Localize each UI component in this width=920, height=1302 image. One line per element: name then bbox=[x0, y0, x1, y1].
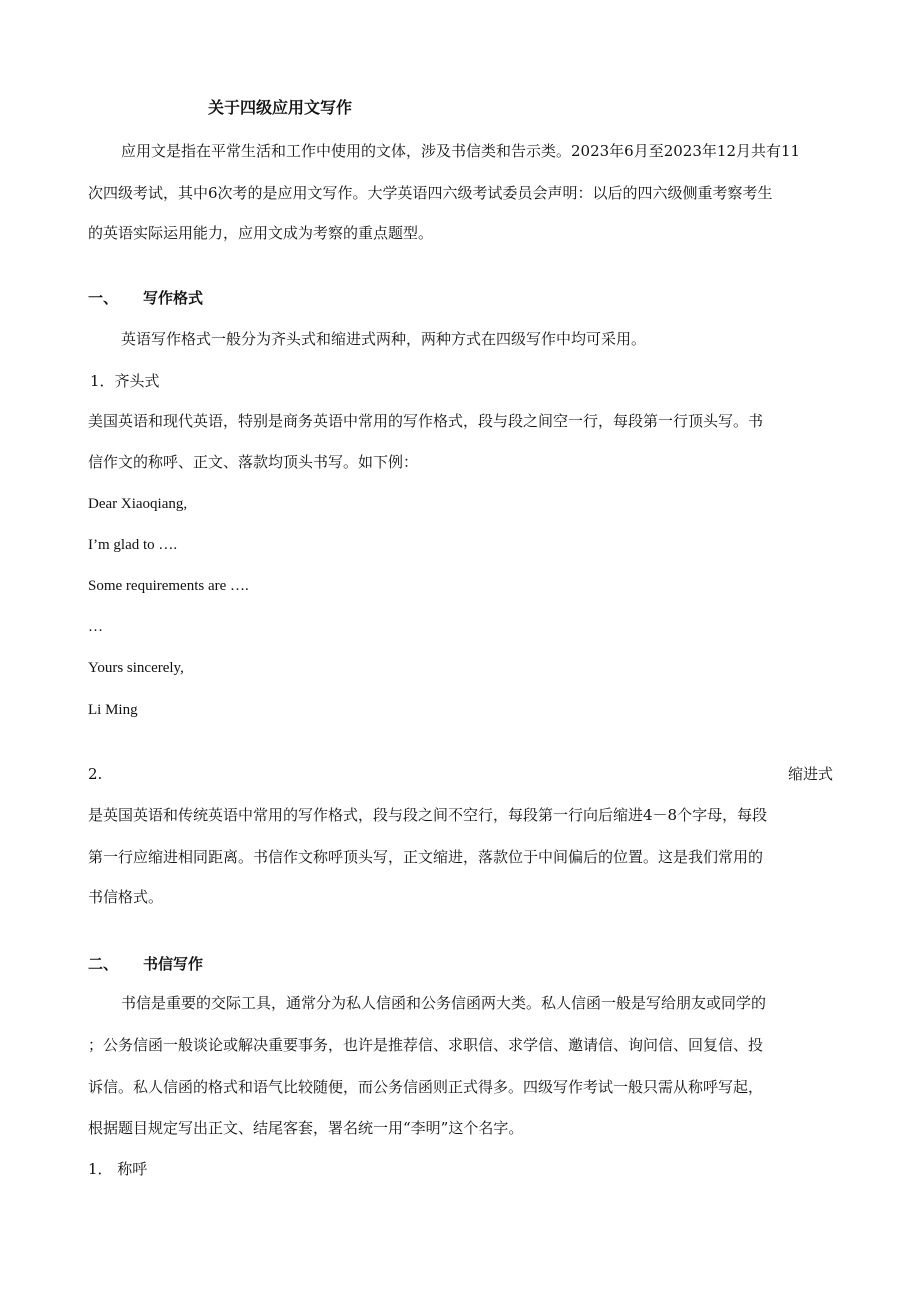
section-1-title: 写作格式 bbox=[143, 289, 204, 307]
section-2-number: 二、 bbox=[88, 955, 119, 973]
subsection-1-line-2: 信作文的称呼、正文、落款均顶头书写。如下例： bbox=[88, 453, 419, 471]
example-ellipsis: … bbox=[88, 619, 103, 635]
intro-text-1: 应用文是指在平常生活和工作中使用的文体，涉及书信类和告示类。2023年6月至2023年12月共有11 bbox=[121, 142, 801, 160]
example-body-2: Some requirements are …. bbox=[88, 578, 249, 594]
subsection-1-line-1: 美国英语和现代英语，特别是商务英语中常用的写作格式，段与段之间空一行，每段第一行顶头写。书 bbox=[88, 412, 764, 430]
section-2-title: 书信写作 bbox=[143, 955, 204, 973]
subsection-2-header bbox=[88, 763, 833, 785]
example-salutation: Dear Xiaoqiang, bbox=[88, 496, 188, 512]
section-1-number: 一、 bbox=[88, 289, 119, 307]
section-2-line-4: 根据题目规定写出正文、结尾客套，署名统一用“李明”这个名字。 bbox=[88, 1119, 524, 1137]
example-signature: Li Ming bbox=[88, 702, 138, 718]
intro-line-1 bbox=[88, 140, 833, 162]
intro-line-3: 的英语实际运用能力，应用文成为考察的重点题型。 bbox=[88, 224, 434, 242]
subsection-2-title: 缩进式 bbox=[787, 765, 833, 783]
section-2-subsection-1: 1． 称呼 bbox=[88, 1160, 148, 1178]
section-2-line-2: ；公务信函一般谈论或解决重要事务，也许是推荐信、求职信、求学信、邀请信、询问信、回复信、投 bbox=[88, 1036, 764, 1054]
section-1-intro: 英语写作格式一般分为齐头式和缩进式两种，两种方式在四级写作中均可采用。 bbox=[121, 330, 647, 348]
section-2-line-1: 书信是重要的交际工具，通常分为私人信函和公务信函两大类。私人信函一般是写给朋友或同学的 bbox=[121, 994, 767, 1012]
page-title: 关于四级应用文写作 bbox=[208, 98, 353, 117]
subsection-2-line-1: 是英国英语和传统英语中常用的写作格式，段与段之间不空行，每段第一行向后缩进4－8个字母，每段 bbox=[88, 806, 768, 824]
section-2-line-3: 诉信。私人信函的格式和语气比较随便，而公务信函则正式得多。四级写作考试一般只需从称呼写起， bbox=[88, 1078, 764, 1096]
subsection-1-title: 1．齐头式 bbox=[90, 372, 160, 390]
section-2-heading bbox=[88, 953, 833, 975]
example-closing: Yours sincerely, bbox=[88, 660, 184, 676]
intro-line-2: 次四级考试，其中6次考的是应用文写作。大学英语四六级考试委员会声明：以后的四六级侧重考察考生 bbox=[88, 184, 773, 202]
subsection-2-line-3: 书信格式。 bbox=[88, 888, 164, 906]
subsection-2-line-2: 第一行应缩进相同距离。书信作文称呼顶头写，正文缩进，落款位于中间偏后的位置。这是我们常用的 bbox=[88, 848, 764, 866]
section-1-heading bbox=[88, 287, 833, 309]
subsection-2-number: 2. bbox=[88, 765, 103, 783]
example-body-1: I’m glad to …. bbox=[88, 537, 178, 553]
